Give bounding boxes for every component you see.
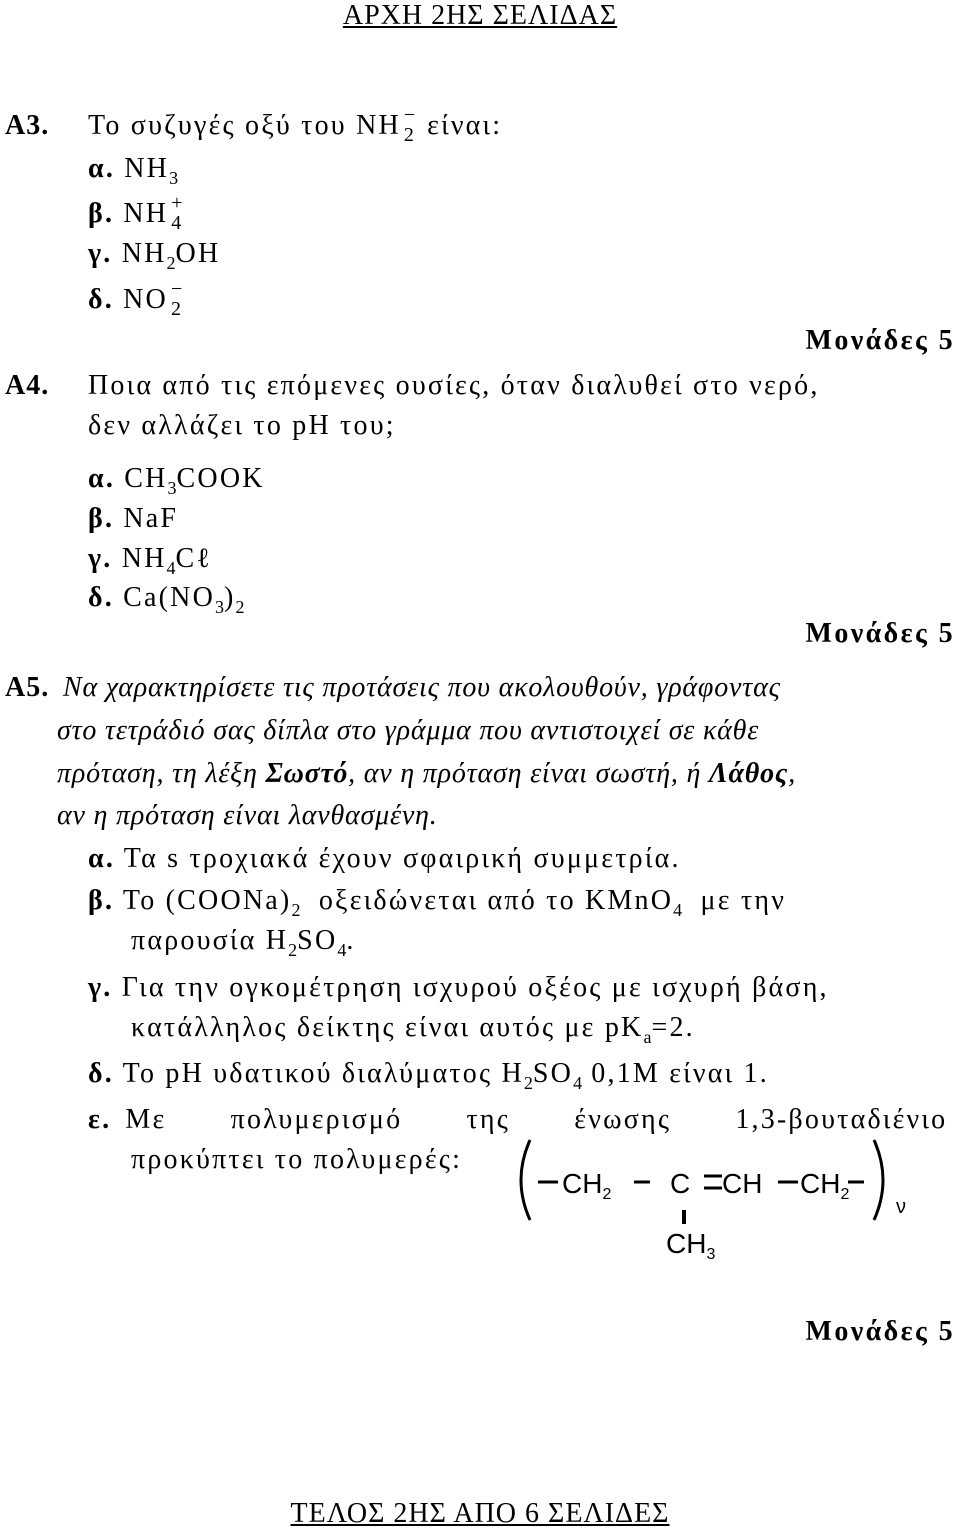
a5-statement-e-line2: προκύπτει το πολυμερές: [131, 1144, 463, 1175]
page-footer: ΤΕΛΟΣ 2ΗΣ ΑΠΟ 6 ΣΕΛΙΔΕΣ [290, 1498, 670, 1529]
a5-statement-b-line1: β. Το $(COONa)_2$ οξειδώνεται από το KMnO$_4$ με την [88, 885, 787, 920]
a5-statement-b-line2: παρουσία $H_2SO_4$. [131, 925, 356, 960]
question-a3-number: Α3. [5, 110, 50, 141]
question-a4-number: Α4. [5, 370, 50, 401]
page-header: ΑΡΧΗ 2ΗΣ ΣΕΛΙΔΑΣ [342, 0, 618, 31]
question-a3-text: Το συζυγές οξύ του ΝΗ − 2 είναι: [88, 103, 503, 146]
question-a4-line2: δεν αλλάζει το pH του; [88, 410, 396, 441]
a5-statement-e-line1: ε. Με πολυμερισμό της ένωσης 1,3-βουταδιένιο [88, 1104, 948, 1135]
a4-option-c: γ. $NH_4C\ell$ [88, 543, 213, 578]
question-a5-number: Α5. [5, 672, 50, 703]
a4-option-b: β. NaF [88, 503, 179, 534]
a4-points: Μονάδες 5 [805, 618, 955, 649]
a4-option-a: α. $CH_3COOK$ [88, 463, 265, 498]
a5-points: Μονάδες 5 [805, 1316, 955, 1347]
a3-option-c: γ. $NH_2OH$ [88, 238, 221, 273]
a5-intro-line4: αν η πρόταση είναι λανθασμένη. [57, 800, 438, 831]
word-correct: Σωστό [265, 758, 349, 789]
formula-ch2-right: $CH_2$ [800, 1168, 850, 1203]
polymer-formula [508, 1132, 948, 1272]
formula-c: C [670, 1168, 691, 1199]
a5-intro-line2: στο τετράδιό σας δίπλα στο γράμμα που αντιστοιχεί σε κάθε [57, 715, 760, 746]
a5-statement-c-line1: γ. Για την ογκομέτρηση ισχυρού οξέος με ισχυρή βάση, [88, 972, 829, 1003]
a3-points: Μονάδες 5 [805, 325, 955, 356]
a5-statement-d: δ. Το pH υδατικού διαλύματος $H_2SO_4$ 0,1M είναι 1. [88, 1058, 769, 1093]
formula-ch: CH [722, 1168, 763, 1199]
a3-option-d: δ. NO − 2 [88, 277, 183, 320]
a5-statement-c-line2: κατάλληλος δείκτης είναι αυτός με $pK_a=2$. [131, 1012, 695, 1047]
a3-option-b: β. NH + 4 [88, 191, 183, 234]
a4-option-d: δ. $Ca(NO_3)_2$ [88, 582, 245, 617]
word-wrong: Λάθος [709, 758, 789, 789]
a5-intro-line1: Να χαρακτηρίσετε τις προτάσεις που ακολουθούν, γράφοντας [63, 672, 781, 703]
formula-ch3: $CH_3$ [666, 1228, 716, 1263]
formula-ch2-left: $CH_2$ [562, 1168, 612, 1203]
question-a4-line1: Ποια από τις επόμενες ουσίες, όταν διαλυθεί στο νερό, [88, 370, 820, 401]
formula-subscript-n: ν [896, 1196, 906, 1218]
a5-intro-line3: πρόταση, τη λέξη Σωστό, αν η πρόταση είναι σωστή, ή Λάθος, [57, 758, 796, 789]
a3-option-a: α. $NH_3$ [88, 153, 179, 188]
a5-statement-a: α. Τα s τροχιακά έχουν σφαιρική συμμετρία. [88, 843, 681, 874]
